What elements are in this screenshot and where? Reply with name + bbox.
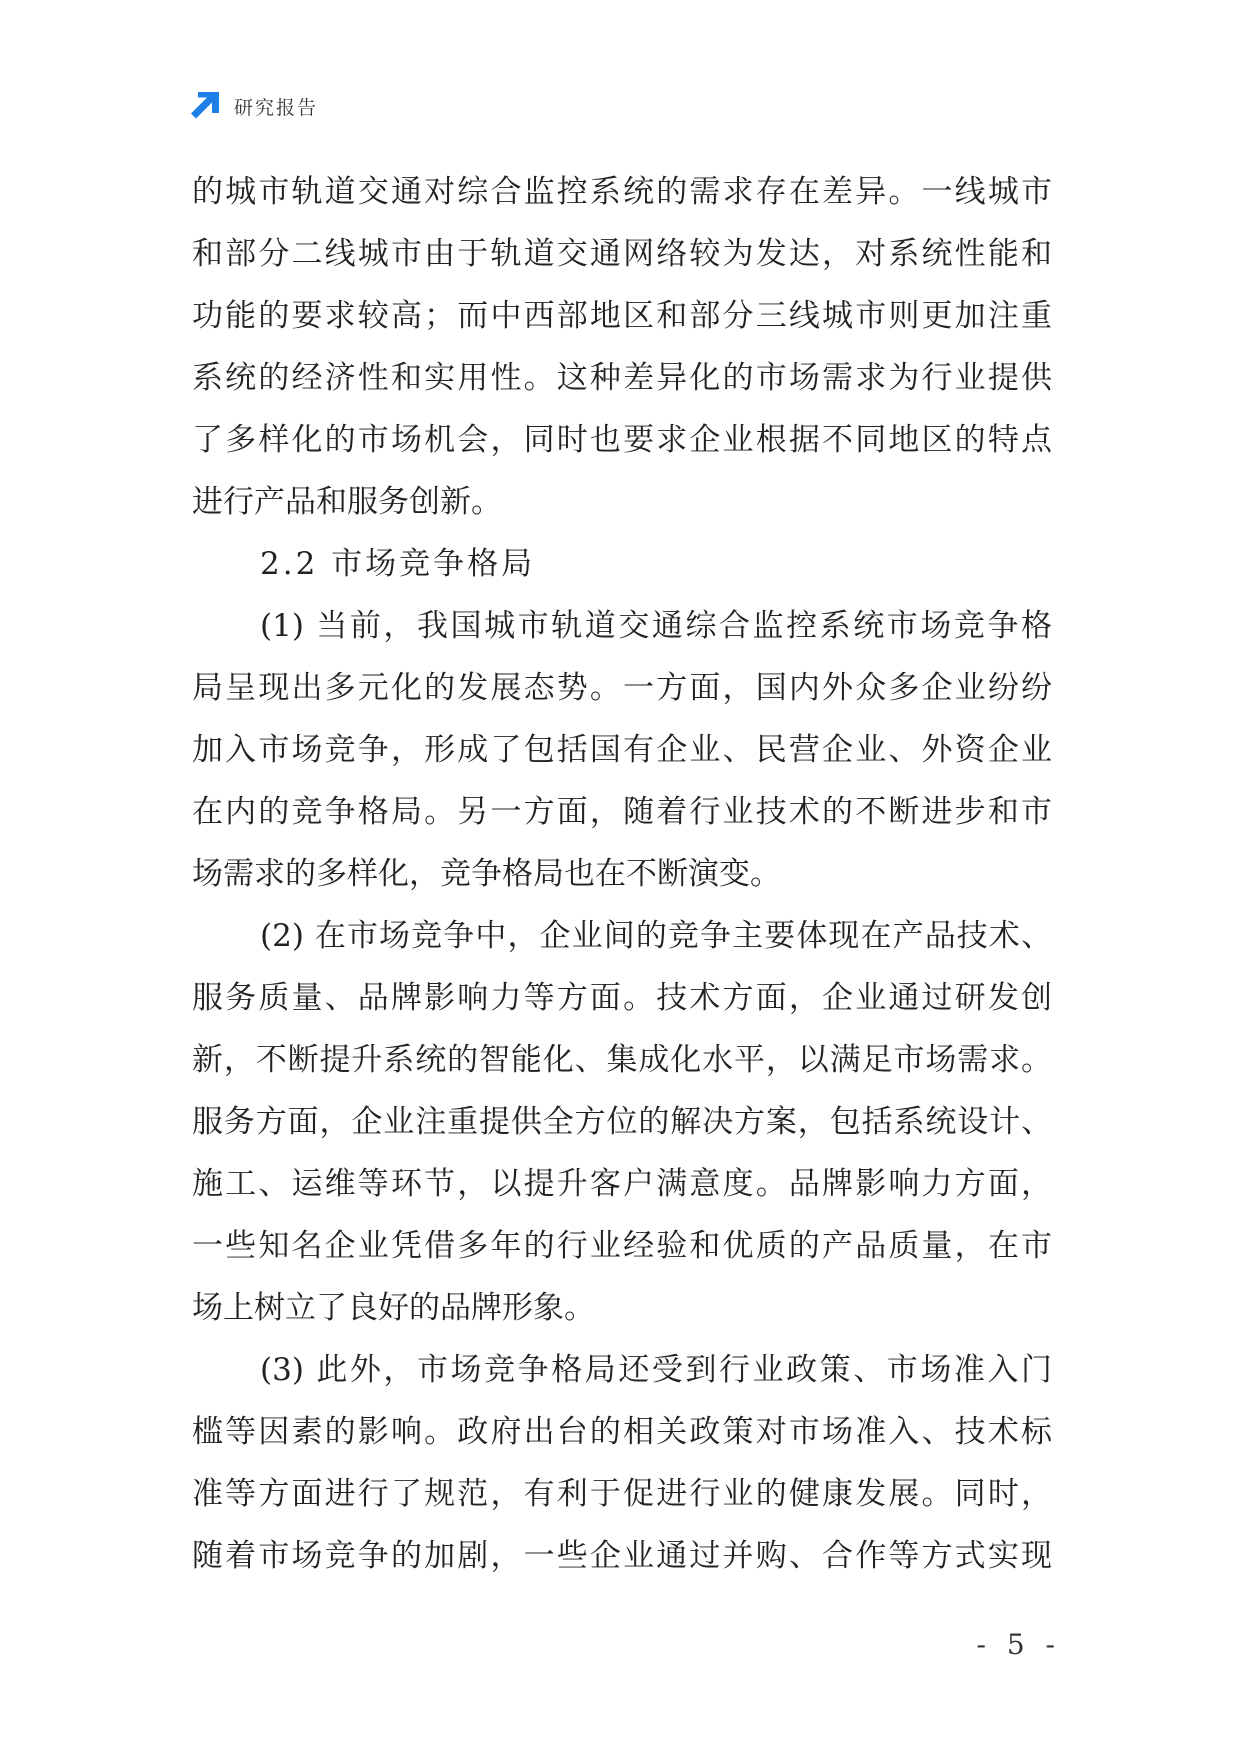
text-line: 局呈现出多元化的发展态势。一方面，国内外众多企业纷纷	[192, 670, 1052, 706]
text-line: 在内的竞争格局。另一方面，随着行业技术的不断进步和市	[192, 794, 1052, 830]
section-heading	[192, 533, 1052, 595]
text-line: 系统的经济性和实用性。这种差异化的市场需求为行业提供	[192, 360, 1052, 396]
document-body	[192, 161, 1052, 1587]
text-line: (2) 在市场竞争中，企业间的竞争主要体现在产品技术、	[260, 918, 1052, 954]
text-line: 槛等因素的影响。政府出台的相关政策对市场准入、技术标	[192, 1414, 1052, 1450]
paragraph	[192, 161, 1052, 533]
report-header	[190, 90, 318, 122]
text-line: (3) 此外，市场竞争格局还受到行业政策、市场准入门	[260, 1352, 1052, 1388]
text-line: 功能的要求较高；而中西部地区和部分三线城市则更加注重	[192, 298, 1052, 334]
text-line: 施工、运维等环节，以提升客户满意度。品牌影响力方面，	[192, 1166, 1052, 1202]
text-line: 了多样化的市场机会，同时也要求企业根据不同地区的特点	[192, 422, 1052, 458]
text-line: 进行产品和服务创新。	[192, 484, 502, 520]
text-line: 场需求的多样化，竞争格局也在不断演变。	[192, 856, 781, 892]
text-line: 场上树立了良好的品牌形象。	[192, 1290, 595, 1326]
paragraph	[192, 595, 1052, 905]
paragraph	[192, 1339, 1052, 1587]
paragraph	[192, 905, 1052, 1339]
text-line: 和部分二线城市由于轨道交通网络较为发达，对系统性能和	[192, 236, 1052, 272]
text-line: 的城市轨道交通对综合监控系统的需求存在差异。一线城市	[192, 174, 1052, 210]
text-line: 加入市场竞争，形成了包括国有企业、民营企业、外资企业	[192, 732, 1052, 768]
text-line: 服务质量、品牌影响力等方面。技术方面，企业通过研发创	[192, 980, 1052, 1016]
text-line: 随着市场竞争的加剧，一些企业通过并购、合作等方式实现	[192, 1538, 1052, 1574]
heading-text: 2.2 市场竞争格局	[260, 546, 536, 582]
page-number: - 5 -	[976, 1628, 1061, 1661]
text-line: 新，不断提升系统的智能化、集成化水平，以满足市场需求。	[192, 1042, 1052, 1078]
text-line: 一些知名企业凭借多年的行业经验和优质的产品质量，在市	[192, 1228, 1052, 1264]
header-title: 研究报告	[234, 96, 319, 119]
text-line: 准等方面进行了规范，有利于促进行业的健康发展。同时，	[192, 1476, 1052, 1512]
arrow-up-right-icon	[190, 91, 220, 121]
text-line: (1) 当前，我国城市轨道交通综合监控系统市场竞争格	[260, 608, 1052, 644]
text-line: 服务方面，企业注重提供全方位的解决方案，包括系统设计、	[192, 1104, 1052, 1140]
